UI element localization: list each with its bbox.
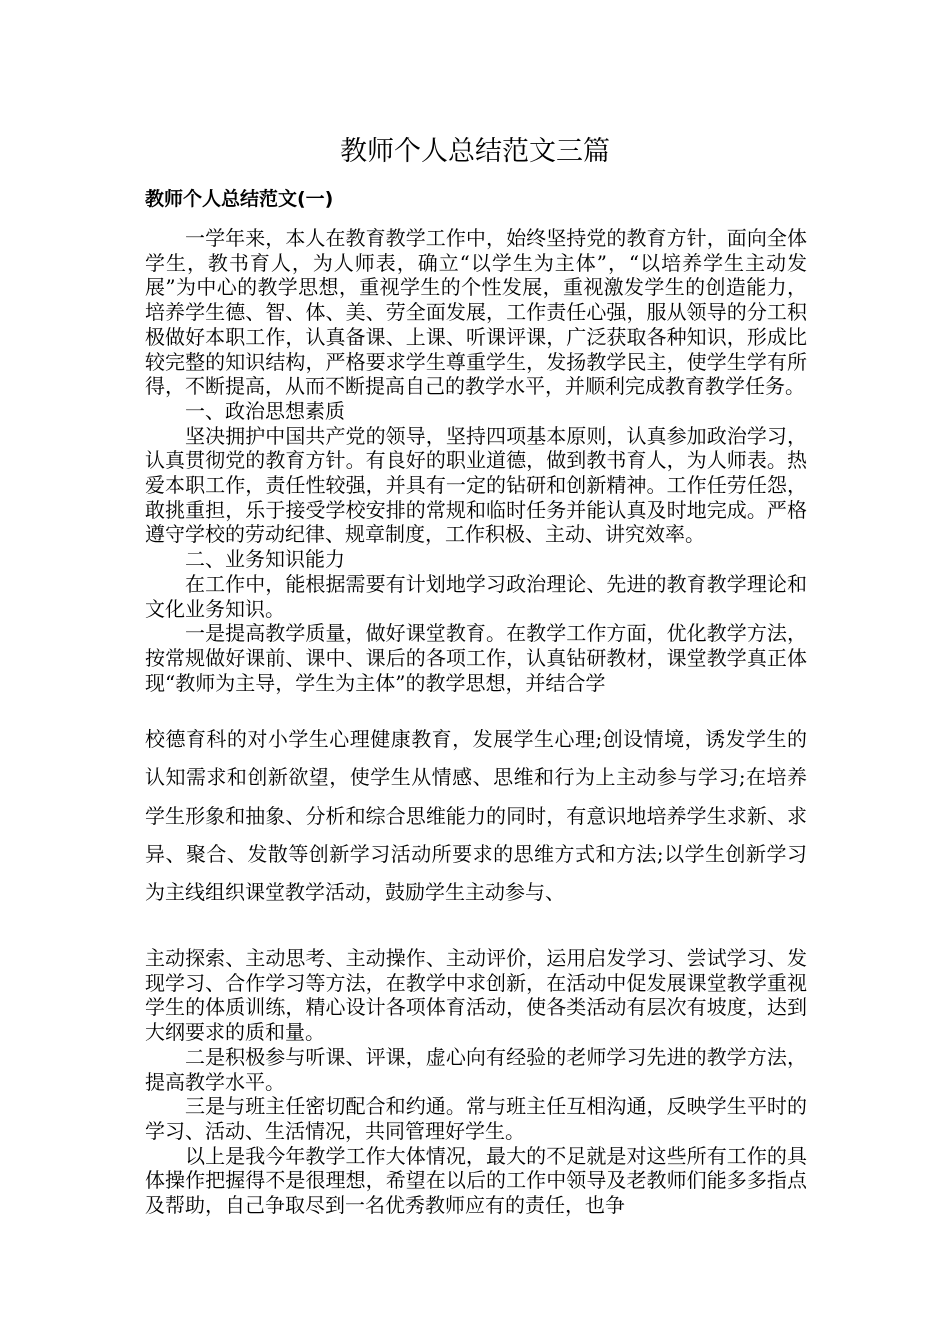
subheading-professional: 二、业务知识能力	[185, 547, 345, 572]
paragraph-teaching-quality-continued: 校德育科的对小学生心理健康教育，发展学生心理;创设情境，诱发学生的认知需求和创新欲望，使学生从情感、思维和行为上主动参与学习;在培养学生形象和抽象、分析和综合思维能力的同时，有意识地培养学生求新、求异、聚合、发散等创新学习活动所要求的思维方式和方法;以学生创新学习为主线组织课堂教学活动，鼓励学生主动参与、	[145, 727, 807, 905]
paragraph-political: 坚决拥护中国共产党的领导，坚持四项基本原则，认真参加政治学习，认真贯彻党的教育方针。有良好的职业道德，做到教书育人，为人师表。热爱本职工作，责任性较强，并具有一定的钻研和创新精神。工作任劳任怨，敢挑重担，乐于接受学校安排的常规和临时任务并能认真及时地完成。严格遵守学校的劳动纪律、规章制度，工作积极、主动、讲究效率。	[145, 423, 807, 547]
paragraph-intro: 一学年来，本人在教育教学工作中，始终坚持党的教育方针，面向全体学生，教书育人，为人师表，确立“以学生为主体”，“以培养学生主动发展”为中心的教学思想，重视学生的个性发展，重视激发学生的创造能力，培养学生德、智、体、美、劳全面发展，工作责任心强，服从领导的分工积极做好本职工作，认真备课、上课、听课评课，广泛获取各种知识，形成比较完整的知识结构，严格要求学生尊重学生，发扬教学民主，使学生学有所得，不断提高，从而不断提高自己的教学水平，并顺利完成教育教学任务。	[145, 226, 807, 399]
paragraph-teaching-quality: 一是提高教学质量，做好课堂教育。在教学工作方面，优化教学方法，按常规做好课前、课中、课后的各项工作，认真钻研教材，课堂教学真正体现“教师为主导，学生为主体”的教学思想，并结合学	[145, 621, 807, 695]
body-block-3	[145, 946, 807, 1218]
paragraph-lesson-observation: 二是积极参与听课、评课，虚心向有经验的老师学习先进的教学方法，提高教学水平。	[145, 1044, 807, 1094]
paragraph-conclusion: 以上是我今年教学工作大体情况，最大的不足就是对这些所有工作的具体操作把握得不是很理想，希望在以后的工作中领导及老教师们能多多指点及帮助，自己争取尽到一名优秀教师应有的责任，也争	[145, 1143, 807, 1218]
paragraph-learning: 在工作中，能根据需要有计划地学习政治理论、先进的教育教学理论和文化业务知识。	[145, 571, 807, 621]
section-heading: 教师个人总结范文(一)	[145, 188, 334, 210]
body-block-1	[145, 226, 807, 695]
paragraph-teaching-methods: 主动探索、主动思考、主动操作、主动评价，运用启发学习、尝试学习、发现学习、合作学习等方法，在教学中求创新，在活动中促发展课堂教学重视学生的体质训练，精心设计各项体育活动，使各类活动有层次有坡度，达到大纲要求的质和量。	[145, 946, 807, 1045]
subheading-political: 一、政治思想素质	[185, 398, 345, 423]
body-block-2	[145, 720, 807, 911]
paragraph-class-teacher: 三是与班主任密切配合和约通。常与班主任互相沟通，反映学生平时的学习、活动、生活情况，共同管理好学生。	[145, 1094, 807, 1143]
document-title: 教师个人总结范文三篇	[340, 136, 610, 167]
